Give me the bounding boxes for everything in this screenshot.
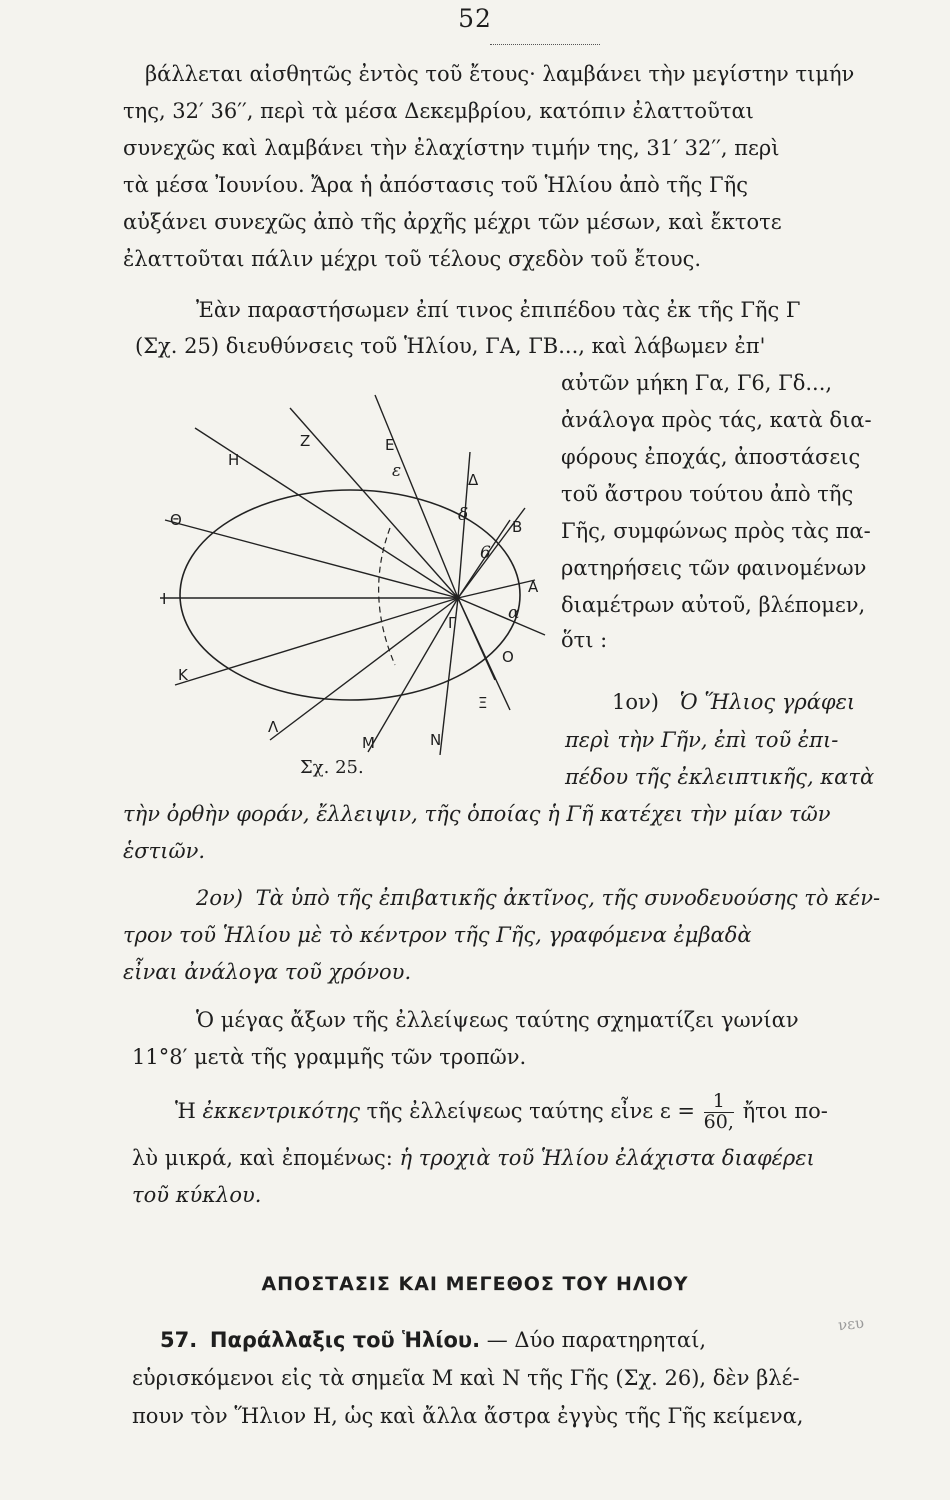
text-line <box>175 1092 828 1133</box>
direction-label: Ο <box>502 648 514 666</box>
text-line: ἀνάλογα πρὸς τάς, κατὰ δια- <box>561 408 872 432</box>
section-heading: ΑΠΟΣΤΑΣΙΣ ΚΑΙ ΜΕΓΕΘΟΣ ΤΟΥ ΗΛΙΟΥ <box>261 1273 689 1295</box>
text-span: τῆς ἐλλείψεως ταύτης εἶνε ε = <box>366 1098 695 1123</box>
direction-label: Β <box>512 518 523 536</box>
text-line <box>132 1148 815 1169</box>
direction-label: Θ <box>170 511 182 529</box>
fraction <box>704 1092 734 1133</box>
text-line: τρον τοῦ Ἡλίου μὲ τὸ κέντρον τῆς Γῆς, γραφόμενα ἐμβαδὰ <box>123 923 752 947</box>
text-line: 11°8′ μετὰ τῆς γραμμῆς τῶν τροπῶν. <box>132 1045 527 1069</box>
direction-line <box>458 598 545 635</box>
text-line: ἑστιῶν. <box>123 839 206 863</box>
text-line: εὑρισκόμενοι εἰς τὰ σημεῖα Μ καὶ Ν τῆς Γῆς (Σχ. 26), δὲν βλέ- <box>132 1366 800 1390</box>
distance-label: 6 <box>480 543 491 563</box>
direction-label: Ν <box>430 731 442 749</box>
text-span: λὺ μικρά, καὶ ἐπομένως: <box>132 1146 393 1170</box>
text-line: τὴν ὀρθὴν φοράν, ἔλλειψιν, τῆς ὁποίας ἡ Γῆ κατέχει τὴν μίαν τῶν <box>123 802 831 826</box>
text-line: αὐτῶν μήκη Γα, Γ6, Γδ..., <box>561 371 833 395</box>
direction-label: Ι <box>162 590 167 608</box>
figure-caption: Σχ. 25. <box>300 757 364 778</box>
direction-line <box>375 395 458 598</box>
text-span: ἡ τροχιὰ τοῦ Ἡλίου ἐλάχιστα διαφέρει <box>399 1146 815 1170</box>
text-line: ρατηρήσεις τῶν φαινομένων <box>561 556 867 580</box>
text-line: βάλλεται αἰσθητῶς ἐντὸς τοῦ ἔτους· λαμβάνει τὴν μεγίστην τιμήν <box>145 62 855 86</box>
text-line: τοῦ κύκλου. <box>132 1183 262 1207</box>
text-line: Γῆς, συμφώνως πρὸς τὰς πα- <box>561 519 871 543</box>
direction-label: Ζ <box>300 432 311 450</box>
text-span: ἐκκεντρικότης <box>202 1098 360 1123</box>
text-line <box>160 1330 706 1351</box>
direction-line <box>458 598 495 680</box>
fraction-denominator: 60, <box>703 1110 734 1133</box>
text-line: περὶ τὴν Γῆν, ἐπὶ τοῦ ἐπι- <box>565 728 839 752</box>
fraction-numerator: 1 <box>704 1092 734 1113</box>
text-line: τοῦ ἄστρου τούτου ἀπὸ τῆς <box>561 482 854 506</box>
text-line: πέδου τῆς ἐκλειπτικῆς, κατὰ <box>565 765 875 789</box>
direction-label: Ξ <box>478 694 488 712</box>
text-span: Ἡ <box>175 1098 196 1123</box>
text-line: συνεχῶς καὶ λαμβάνει τὴν ἐλαχίστην τιμήν της, 31′ 32′′, περὶ <box>123 136 780 160</box>
direction-label: Κ <box>178 666 188 684</box>
figure-25-orbit-diagram <box>140 380 550 755</box>
direction-label: Η <box>228 451 240 469</box>
item-text: Ὁ Ἥλιος γράφει <box>679 690 856 714</box>
distance-label: α <box>508 603 520 623</box>
direction-label: Λ <box>268 718 279 736</box>
distance-label: ε <box>392 461 402 481</box>
section-title: Παράλλαξις τοῦ Ἡλίου. <box>209 1328 481 1352</box>
text-line: Ὁ μέγας ἄξων τῆς ἐλλείψεως ταύτης σχηματίζει γωνίαν <box>196 1008 799 1032</box>
margin-note: νευ <box>837 1313 865 1335</box>
text-line: Ἐὰν παραστήσωμεν ἐπί τινος ἐπιπέδου τὰς ἐκ τῆς Γῆς Γ <box>196 298 801 322</box>
item-label: 1ον) <box>612 690 659 714</box>
text-line: εἶναι ἀνάλογα τοῦ χρόνου. <box>123 960 412 984</box>
text-line: ἐλαττοῦται πάλιν μέχρι τοῦ τέλους σχεδὸν τοῦ ἔτους. <box>123 247 702 271</box>
direction-label: Μ <box>362 734 375 752</box>
text-line: (Σχ. 25) διευθύνσεις τοῦ Ἡλίου, ΓΑ, ΓΒ..., καὶ λάβωμεν ἐπ' <box>135 334 766 358</box>
distance-label: δ <box>458 505 469 525</box>
text-line: αὐξάνει συνεχῶς ἀπὸ τῆς ἀρχῆς μέχρι τῶν μέσων, καὶ ἔκτοτε <box>123 210 782 234</box>
section-text: — Δύο παρατηρηταί, <box>486 1328 707 1352</box>
item-text: Τὰ ὑπὸ τῆς ἐπιβατικῆς ἀκτῖνος, τῆς συνοδευούσης τὸ κέν- <box>255 886 881 910</box>
page-number: 52 <box>458 4 492 33</box>
direction-label: Α <box>528 578 539 596</box>
direction-line <box>165 520 458 598</box>
text-line: ὅτι : <box>561 628 608 652</box>
direction-label: Δ <box>468 471 479 489</box>
text-line: φόρους ἐποχάς, ἀποστάσεις <box>561 445 861 469</box>
text-span: ἤτοι πο- <box>742 1098 828 1123</box>
text-line: τὰ μέσα Ἰουνίου. Ἄρα ἡ ἀπόστασις τοῦ Ἡλίου ἀπὸ τῆς Γῆς <box>123 173 748 197</box>
item-label: 2ον) <box>196 886 243 910</box>
text-line: πουν τὸν Ἥλιον Η, ὡς καὶ ἄλλα ἄστρα ἐγγὺς τῆς Γῆς κείμενα, <box>132 1404 804 1428</box>
direction-line <box>270 598 458 740</box>
text-line <box>196 888 880 909</box>
direction-label: Ε <box>385 436 395 454</box>
page-number-rule <box>490 44 600 45</box>
text-line: διαμέτρων αὐτοῦ, βλέπομεν, <box>561 593 866 617</box>
text-line: της, 32′ 36′′, περὶ τὰ μέσα Δεκεμβρίου, κατόπιν ἐλαττοῦται <box>123 99 754 123</box>
section-number: 57. <box>160 1328 198 1352</box>
text-line <box>612 692 855 713</box>
earth-label: Γ <box>448 614 457 632</box>
